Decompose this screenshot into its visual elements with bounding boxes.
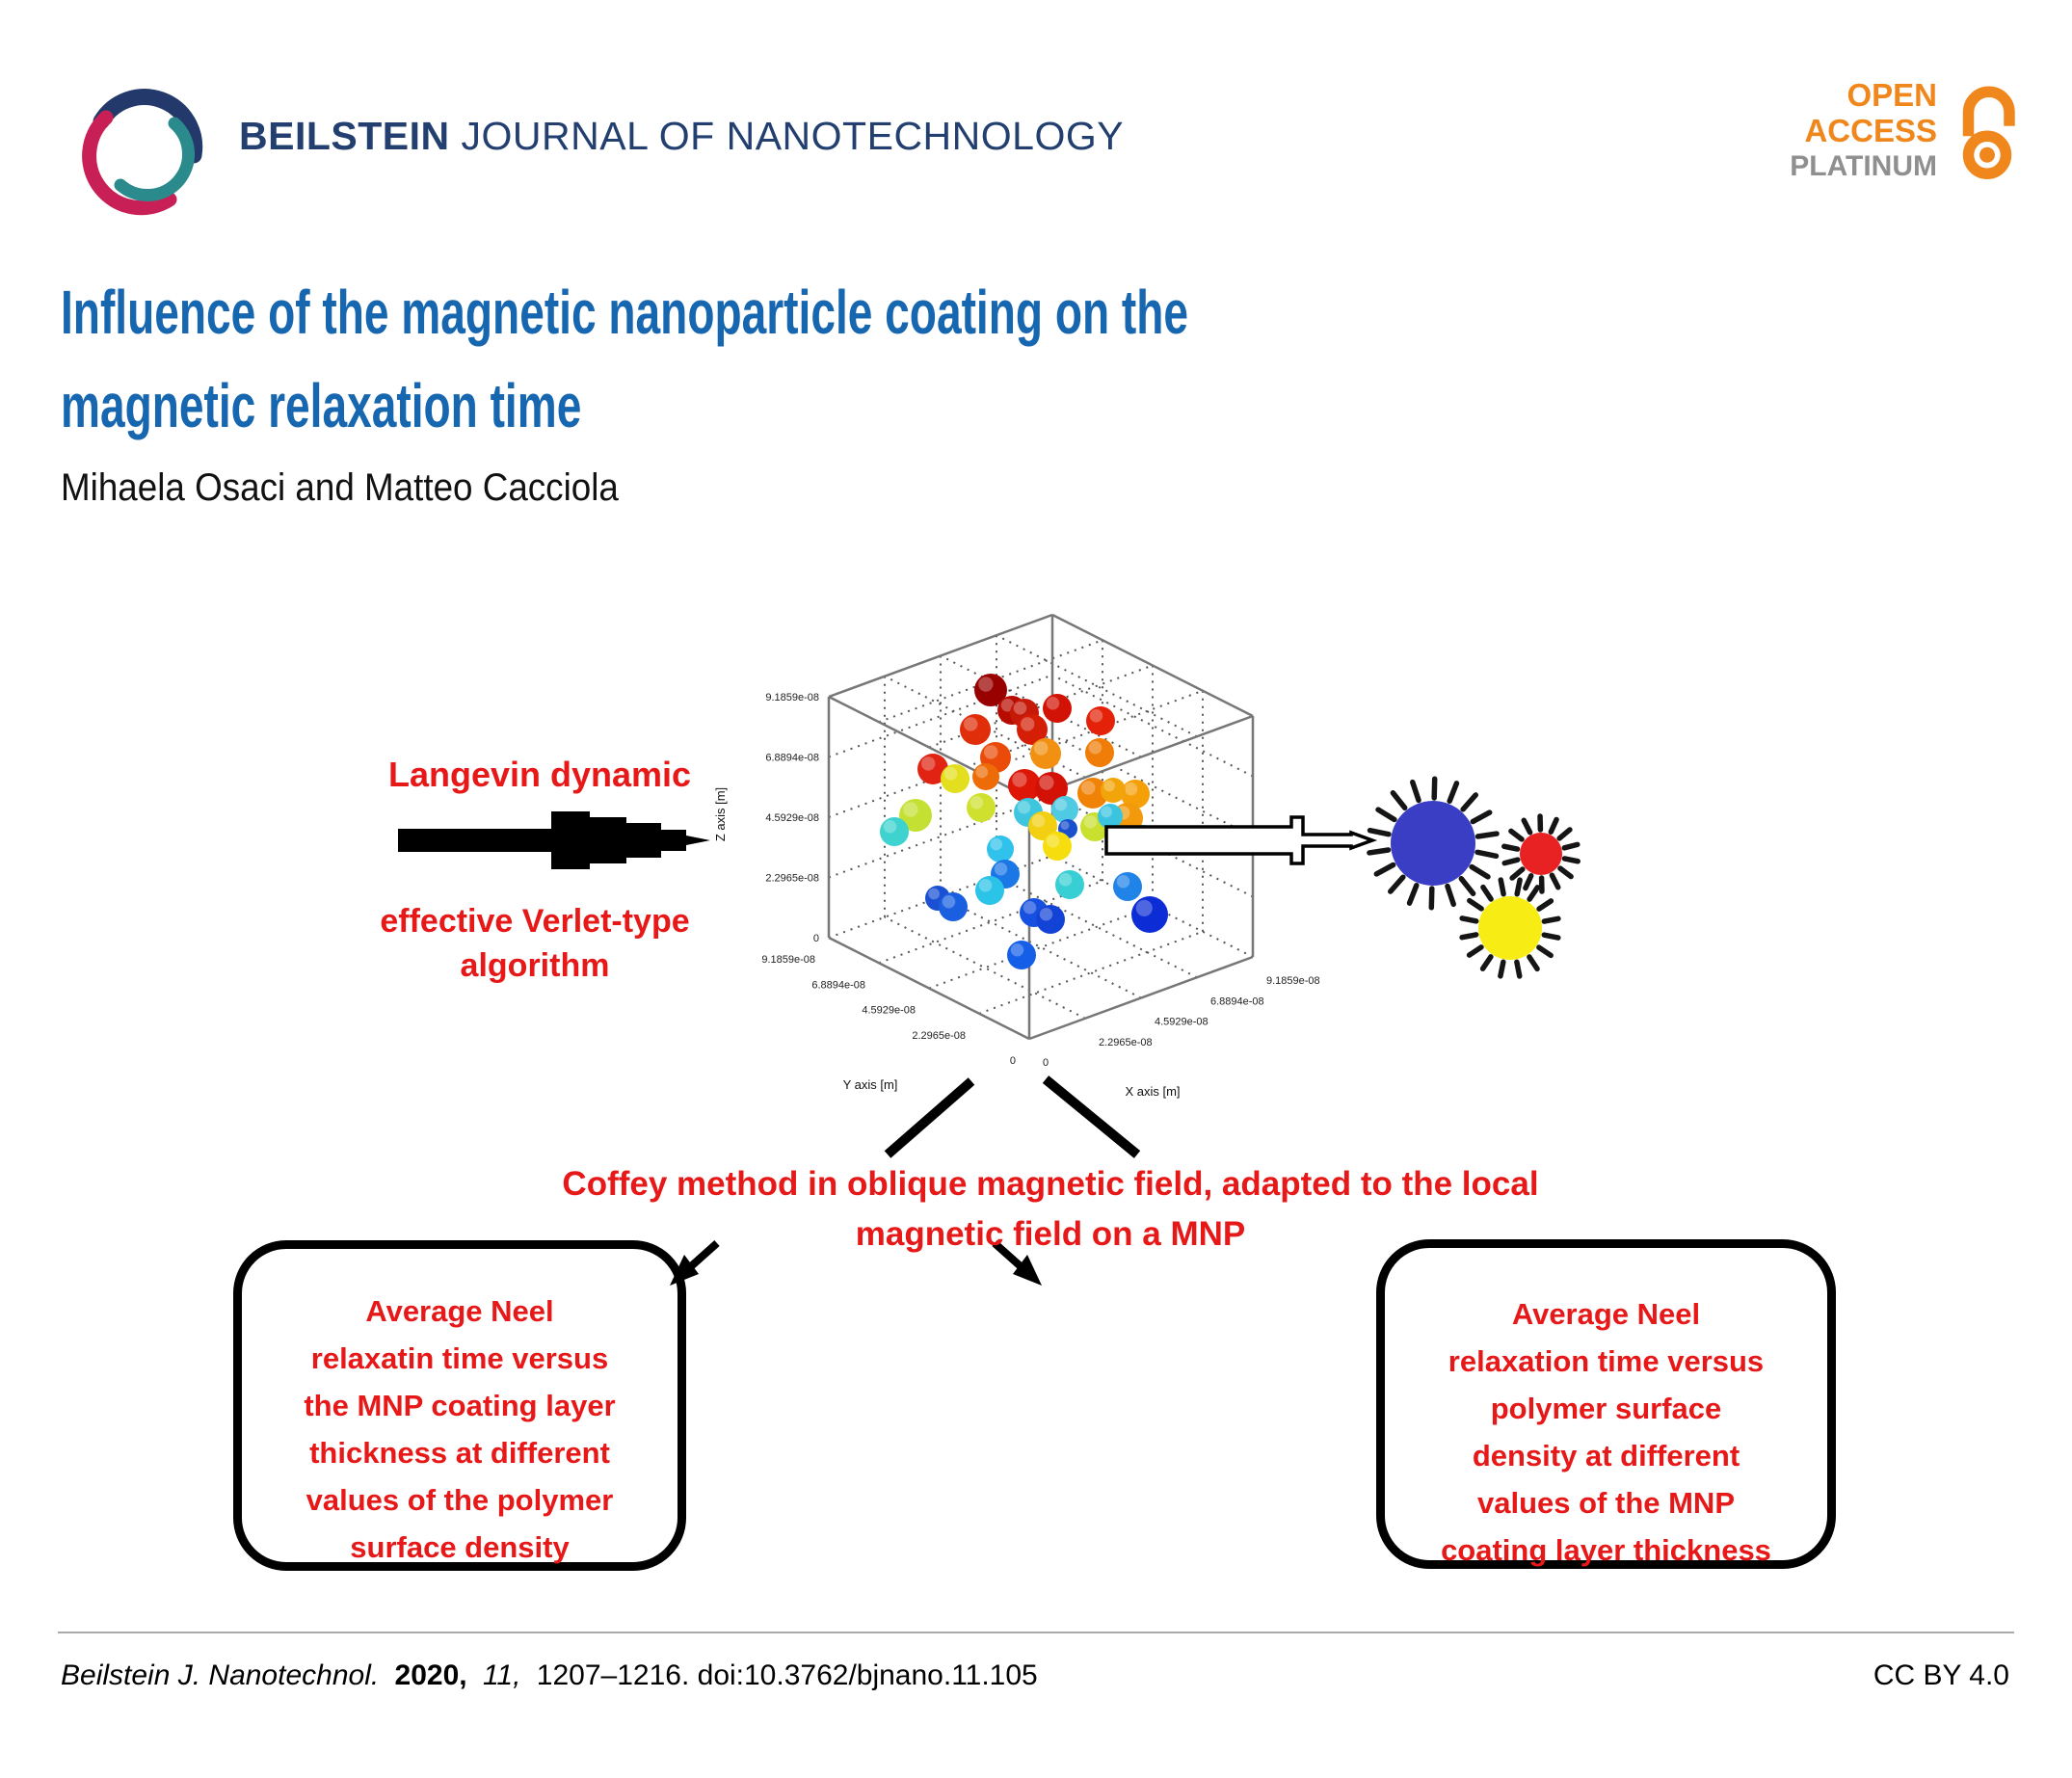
- badge-platinum: PLATINUM: [1790, 150, 1937, 182]
- sphere-highlight: [976, 766, 989, 779]
- footer-divider: [58, 1632, 2014, 1633]
- coating-spike: [1529, 888, 1537, 899]
- box-right-line: relaxation time versus: [1448, 1344, 1765, 1378]
- coating-spike: [1524, 820, 1529, 832]
- scatter-sphere: [1051, 796, 1078, 823]
- coating-spike: [1434, 779, 1435, 798]
- coating-spike: [1504, 860, 1518, 862]
- sphere-highlight: [1021, 717, 1034, 730]
- sphere-highlight: [991, 838, 1003, 851]
- plot-to-particles-arrow: [1106, 817, 1372, 863]
- sphere-highlight: [995, 862, 1008, 876]
- label-coffey-line1: Coffey method in oblique magnetic field, adapted to the local: [562, 1165, 1539, 1203]
- scatter-sphere: [967, 793, 996, 822]
- scatter-sphere: [975, 876, 1004, 905]
- svg-text:0: 0: [1009, 1055, 1016, 1067]
- sphere-highlight: [903, 802, 917, 816]
- x-axis-label: X axis [m]: [1125, 1084, 1181, 1099]
- sphere-highlight: [1136, 900, 1153, 916]
- box-left-line: the MNP coating layer: [304, 1389, 616, 1422]
- scatter-sphere: [880, 817, 909, 846]
- sphere-highlight: [1103, 781, 1115, 792]
- coating-spike: [1461, 879, 1473, 893]
- license-label: CC BY 4.0: [1873, 1659, 2009, 1691]
- particle-core: [1520, 833, 1562, 875]
- sphere-highlight: [884, 820, 897, 834]
- sphere-highlight: [1047, 835, 1060, 848]
- citation: [61, 1659, 1046, 1692]
- coating-spike: [1448, 887, 1453, 905]
- scatter-sphere: [1043, 832, 1072, 861]
- scatter-sphere: [1007, 941, 1036, 969]
- box-right-line: coating layer thickness: [1441, 1533, 1771, 1567]
- badge-access: ACCESS: [1804, 113, 1937, 148]
- svg-text:2.2965e-08: 2.2965e-08: [912, 1029, 966, 1042]
- coating-spike: [1559, 830, 1570, 838]
- scatter-sphere: [1098, 804, 1123, 829]
- scatter-sphere: [1055, 870, 1084, 899]
- sphere-highlight: [1018, 801, 1031, 814]
- sphere-highlight: [921, 756, 935, 770]
- nanoparticle-illustrations: [1369, 779, 1578, 976]
- coating-spike: [1472, 867, 1488, 877]
- coating-spike: [1369, 850, 1389, 853]
- cube-edge: [829, 615, 1052, 697]
- scatter-sphere: [1113, 872, 1142, 901]
- citation-year: 2020,: [394, 1659, 467, 1691]
- coating-spike: [1544, 918, 1558, 921]
- particle-core: [1391, 801, 1475, 886]
- svg-text:9.1859e-08: 9.1859e-08: [1266, 975, 1320, 987]
- sphere-highlight: [1061, 821, 1070, 830]
- langevin-arrow: [398, 811, 710, 869]
- coating-spike: [1378, 809, 1395, 819]
- particle-core: [1478, 896, 1542, 960]
- mnp-yellow: [1462, 880, 1558, 976]
- coating-spike: [1391, 877, 1403, 891]
- sphere-highlight: [1039, 775, 1053, 789]
- svg-text:2.2965e-08: 2.2965e-08: [765, 872, 819, 885]
- coating-spike: [1463, 795, 1475, 809]
- scatter-sphere: [972, 763, 999, 790]
- title-line-1: Influence of the magnetic nanoparticle coating on the: [61, 278, 1189, 347]
- sphere-highlight: [1012, 772, 1026, 786]
- coating-spike: [1501, 880, 1503, 894]
- connector-left-line: [888, 1081, 971, 1154]
- svg-text:9.1859e-08: 9.1859e-08: [765, 692, 819, 703]
- sphere-highlight: [1047, 697, 1060, 710]
- coating-spike: [1539, 947, 1551, 955]
- coating-spike: [1470, 947, 1481, 955]
- box-left-line: surface density: [350, 1530, 570, 1564]
- svg-text:6.8894e-08: 6.8894e-08: [1210, 995, 1264, 1008]
- scatter-sphere: [1086, 706, 1115, 735]
- coating-spike: [1370, 831, 1389, 835]
- coating-spike: [1449, 783, 1456, 801]
- box-left-line: Average Neel: [365, 1294, 554, 1328]
- coating-spike: [1517, 962, 1520, 976]
- box-left-line: values of the polymer: [305, 1483, 614, 1517]
- y-axis-label: Y axis [m]: [842, 1077, 898, 1092]
- sphere-highlight: [928, 889, 940, 900]
- sphere-highlight: [984, 745, 997, 758]
- scatter-sphere: [1085, 738, 1114, 767]
- svg-text:4.5929e-08: 4.5929e-08: [862, 1004, 916, 1017]
- svg-text:9.1859e-08: 9.1859e-08: [761, 954, 815, 966]
- svg-text:6.8894e-08: 6.8894e-08: [811, 979, 865, 992]
- coating-spike: [1526, 876, 1531, 889]
- sphere-highlight: [1101, 807, 1112, 818]
- sphere-highlight: [1090, 709, 1103, 723]
- result-box-right: [1376, 1239, 1836, 1569]
- sphere-highlight: [1059, 873, 1073, 887]
- coating-spike: [1544, 935, 1558, 938]
- sphere-highlight: [979, 879, 993, 892]
- coating-spike: [1529, 957, 1537, 969]
- coating-spike: [1410, 886, 1417, 903]
- coating-spike: [1483, 957, 1491, 969]
- scatter-sphere: [1030, 738, 1061, 769]
- box-right-line: values of the MNP: [1477, 1486, 1735, 1520]
- coating-spike: [1483, 888, 1491, 899]
- sphere-highlight: [1034, 741, 1048, 755]
- svg-text:2.2965e-08: 2.2965e-08: [1099, 1036, 1153, 1048]
- coating-spike: [1552, 875, 1557, 887]
- box-right-line: density at different: [1472, 1439, 1740, 1473]
- coating-spike: [1501, 962, 1503, 976]
- sphere-highlight: [970, 796, 984, 809]
- result-box-left: [233, 1240, 686, 1571]
- coating-spike: [1477, 834, 1497, 836]
- label-coffey-line2: magnetic field on a MNP: [855, 1215, 1246, 1253]
- sphere-highlight: [1117, 875, 1130, 889]
- sphere-highlight: [1011, 943, 1024, 957]
- badge-open: OPEN: [1846, 77, 1937, 113]
- label-verlet-line1: effective Verlet-type: [380, 903, 690, 940]
- coating-spike: [1470, 901, 1481, 909]
- coating-spike: [1413, 783, 1419, 801]
- sphere-highlight: [1084, 815, 1098, 829]
- scatter-sphere: [1036, 905, 1065, 934]
- scatter-sphere: [960, 714, 991, 745]
- coating-spike: [1517, 880, 1520, 894]
- scatter-sphere: [939, 892, 968, 921]
- title-line-2: magnetic relaxation time: [61, 371, 582, 440]
- svg-text:4.5929e-08: 4.5929e-08: [765, 812, 819, 824]
- sphere-highlight: [944, 767, 958, 781]
- sphere-highlight: [1040, 908, 1053, 921]
- label-verlet-algorithm: [332, 899, 737, 988]
- coating-spike: [1504, 846, 1518, 849]
- journal-name-bold: BEILSTEIN: [239, 114, 450, 158]
- cube-edge: [1052, 615, 1253, 716]
- coating-spike: [1473, 812, 1489, 821]
- coating-spike: [1431, 889, 1432, 908]
- svg-text:0: 0: [812, 933, 819, 944]
- mnp-blue: [1369, 779, 1497, 908]
- sphere-highlight: [943, 895, 956, 909]
- scatter-sphere: [1043, 694, 1072, 723]
- coating-spike: [1462, 935, 1476, 938]
- scatter-sphere: [941, 764, 970, 793]
- sphere-highlight: [1125, 783, 1138, 796]
- box-left-line: thickness at different: [309, 1436, 610, 1470]
- coating-spike: [1560, 868, 1571, 876]
- sphere-highlight: [1081, 781, 1095, 794]
- citation-journal: Beilstein J. Nanotechnol.: [61, 1659, 380, 1691]
- box-left-line: relaxatin time versus: [310, 1341, 609, 1375]
- scatter-sphere: [987, 836, 1014, 862]
- svg-text:4.5929e-08: 4.5929e-08: [1155, 1016, 1209, 1028]
- label-verlet-line2: algorithm: [460, 947, 610, 984]
- label-langevin-dynamic: Langevin dynamic: [387, 755, 692, 794]
- sphere-highlight: [1032, 814, 1046, 828]
- box-right-line: polymer surface: [1490, 1392, 1722, 1425]
- scatter-sphere: [1131, 896, 1168, 933]
- coating-spike: [1512, 869, 1523, 878]
- coating-spike: [1511, 831, 1522, 838]
- citation-volume: 11,: [482, 1659, 521, 1691]
- z-axis-label: Z axis [m]: [713, 786, 728, 842]
- svg-text:0: 0: [1043, 1057, 1049, 1069]
- coating-spike: [1462, 918, 1476, 921]
- coating-spike: [1393, 793, 1404, 808]
- sphere-highlight: [978, 677, 993, 691]
- journal-name-rest: JOURNAL OF NANOTECHNOLOGY: [449, 114, 1125, 158]
- coating-spike: [1565, 859, 1579, 862]
- coating-spike: [1551, 819, 1556, 832]
- sphere-highlight: [964, 717, 977, 730]
- citation-pages-doi: 1207–1216. doi:10.3762/bjnano.11.105: [536, 1659, 1038, 1691]
- scatter-sphere: [1101, 778, 1126, 803]
- scatter3d-plot: [713, 615, 1320, 1099]
- coating-spike: [1539, 901, 1551, 909]
- box-right-line: Average Neel: [1511, 1297, 1701, 1331]
- coating-spike: [1376, 864, 1393, 873]
- svg-text:6.8894e-08: 6.8894e-08: [765, 752, 819, 764]
- connector-right-line: [1046, 1079, 1137, 1154]
- sphere-highlight: [1023, 901, 1037, 915]
- sphere-highlight: [1055, 799, 1068, 811]
- mnp-red: [1504, 816, 1578, 891]
- authors: Mihaela Osaci and Matteo Cacciola: [61, 466, 619, 509]
- coating-spike: [1477, 852, 1496, 856]
- coating-spike: [1564, 844, 1578, 847]
- sphere-highlight: [1089, 741, 1102, 755]
- sphere-highlight: [1014, 702, 1027, 715]
